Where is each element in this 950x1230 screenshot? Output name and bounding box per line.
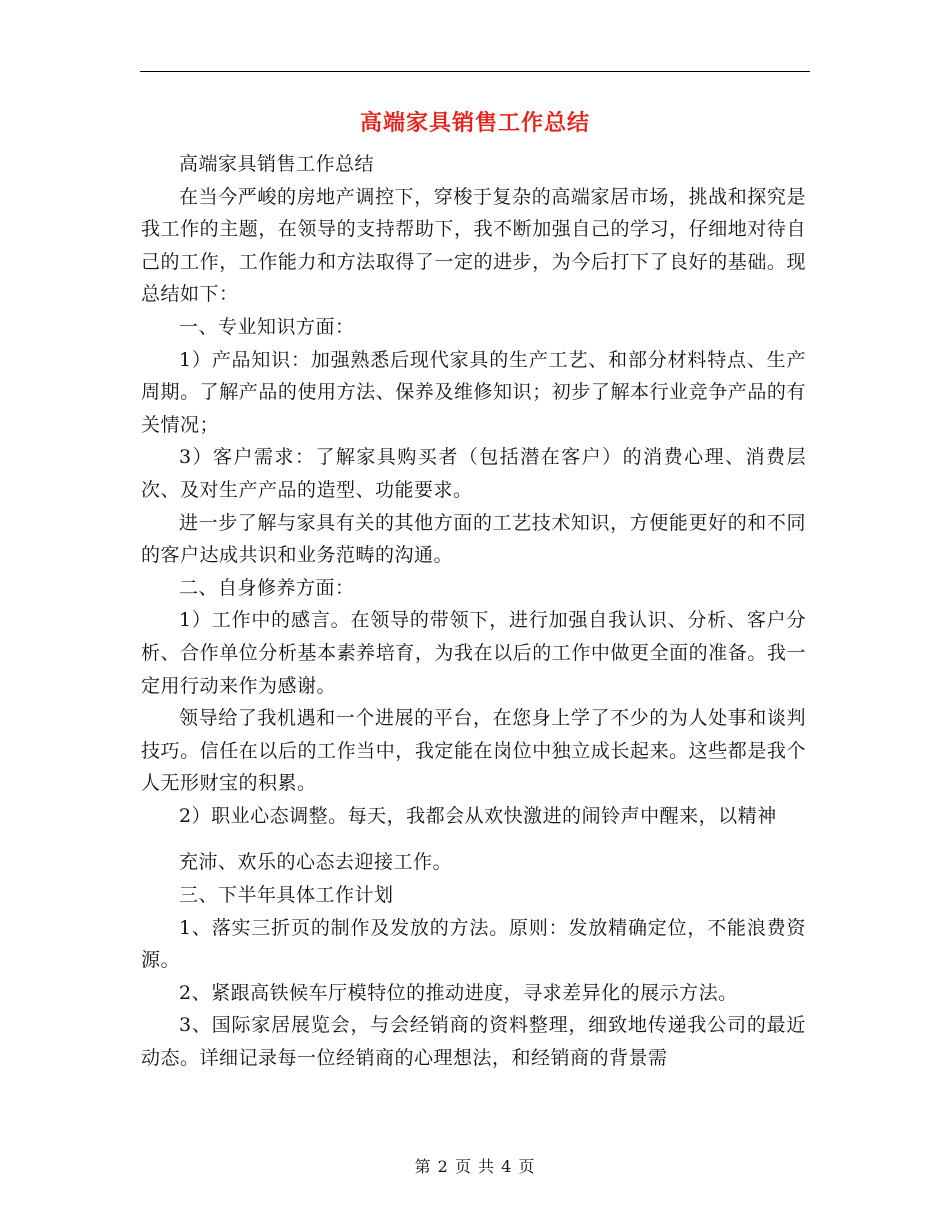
section-heading: 一、专业知识方面： [179, 315, 355, 338]
paragraph: 充沛、欢乐的心态去迎接工作。 [179, 851, 453, 874]
paragraph: 1）产品知识：加强熟悉后现代家具的生产工艺、和部分材料特点、生产周期。了解产品的使用方法、保养及维修知识；初步了解本行业竞争产品的有关情况； [141, 348, 806, 436]
paragraph: 2）职业心态调整。每天，我都会从欢快激进的闹铃声中醒来，以精神 [179, 804, 777, 827]
paragraph: 2、紧跟高铁候车厅模特位的推动进度，寻求差异化的展示方法。 [179, 981, 738, 1004]
document-title: 高端家具销售工作总结 [359, 110, 590, 136]
paragraph: 3、国际家居展览会，与会经销商的资料整理，细致地传递我公司的最近动态。详细记录每一位经销商的心理想法，和经销商的背景需 [141, 1014, 806, 1070]
paragraph: 在当今严峻的房地产调控下，穿梭于复杂的高端家居市场，挑战和探究是我工作的主题，在领导的支持帮助下，我不断加强自己的学习，仔细地对待自己的工作，工作能力和方法取得了一定的进步，为今后打下了良好的基础。现总结如下： [141, 185, 806, 306]
paragraph: 3）客户需求：了解家具购买者（包括潜在客户）的消费心理、消费层次、及对生产产品的造型、功能要求。 [141, 446, 806, 501]
paragraph: 1）工作中的感言。在领导的带领下，进行加强自我认识、分析、客户分析、合作单位分析基本素养培育，为我在以后的工作中做更全面的准备。我一定用行动来作为感谢。 [141, 609, 806, 697]
paragraph: 进一步了解与家具有关的其他方面的工艺技术知识，方便能更好的和不同的客户达成共识和业务范畴的沟通。 [141, 511, 806, 567]
paragraph: 高端家具销售工作总结 [179, 153, 375, 175]
paragraph: 领导给了我机遇和一个进展的平台，在您身上学了不少的为人处事和谈判技巧。信任在以后的工作当中，我定能在岗位中独立成长起来。这些都是我个人无形财宝的积累。 [141, 707, 806, 795]
document-body [141, 148, 806, 1075]
paragraph: 1、落实三折页的制作及发放的方法。原则：发放精确定位，不能浪费资源。 [141, 916, 806, 972]
section-heading: 二、自身修养方面： [179, 576, 355, 599]
header-rule [140, 71, 810, 72]
section-heading: 三、下半年具体工作计划 [179, 884, 394, 907]
page-number-footer: 第 2 页 共 4 页 [414, 1157, 536, 1176]
